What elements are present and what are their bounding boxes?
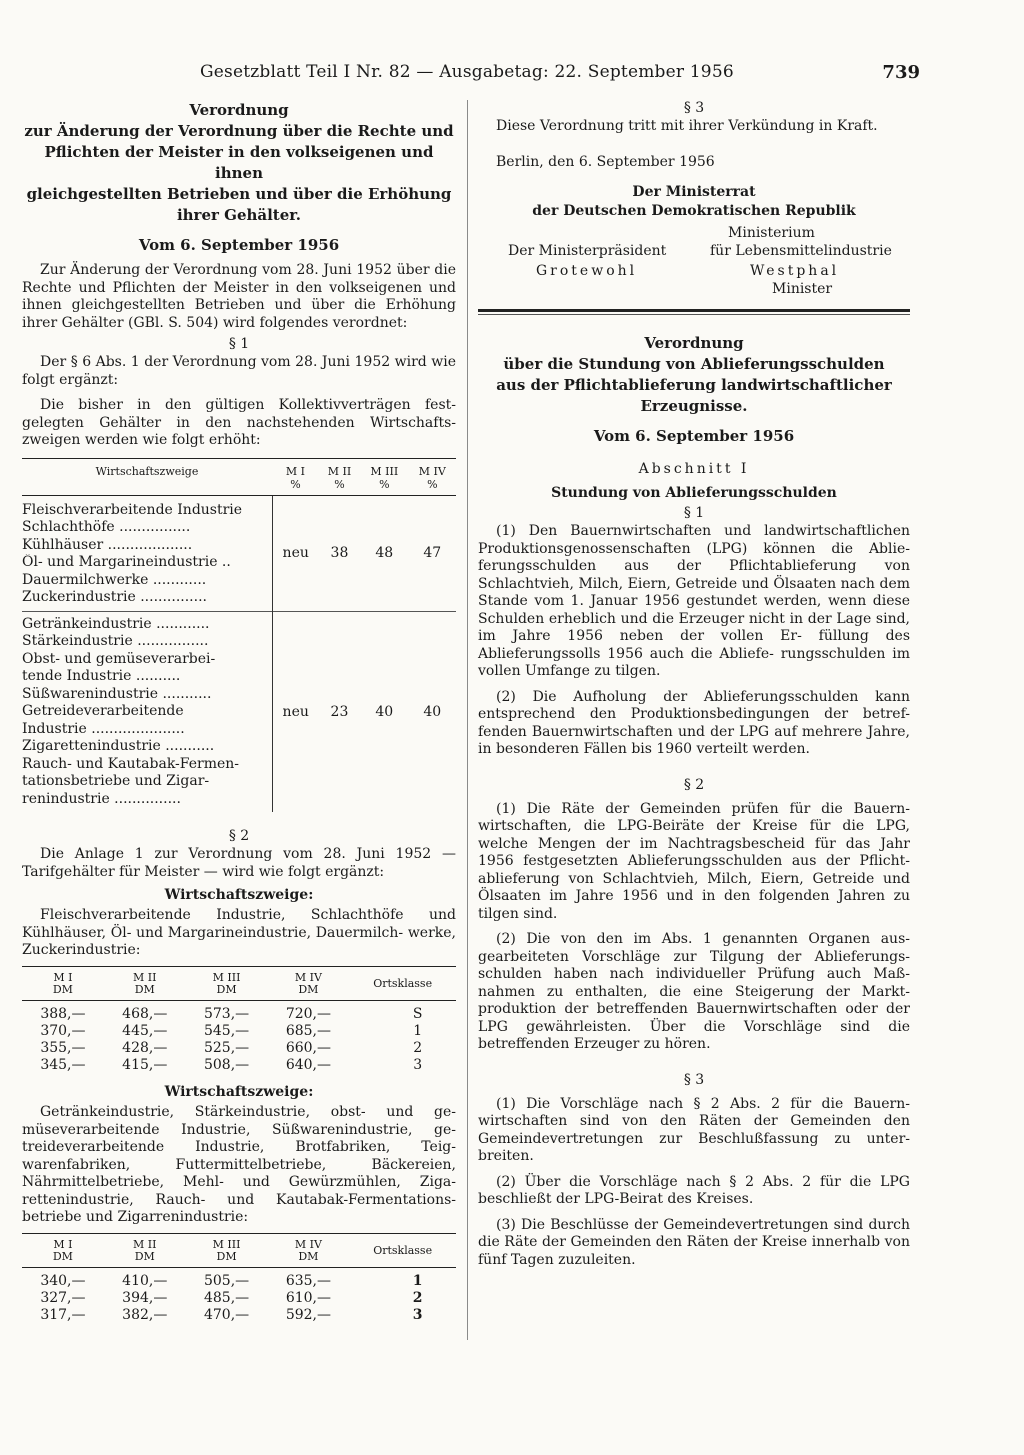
text-line: in der Lage sind, im Jahre 1956 neben der vollen Er- [478, 610, 911, 644]
cell: 1 [412, 1273, 423, 1289]
cell: 382,— [122, 1307, 168, 1323]
text-line: beschließt der LPG-Beirat des Kreises. [478, 1191, 754, 1207]
paragraph-2-1 [478, 801, 910, 924]
text-line: Kühlhäuser, Öl- und Margarineindustrie, Dauermilch- [22, 924, 404, 941]
place-date: Berlin, den 6. September 1956 [496, 153, 715, 170]
text-line: Der Ministerrat [632, 184, 756, 200]
text-line: wenn diese Schulden erheblich und die Erzeuger nicht [478, 593, 910, 627]
branches-list-2 [22, 1104, 456, 1227]
branch-name: Öl- und Margarineindustrie .. [22, 554, 231, 570]
text-line: entsprechend den Produktionsbedingungen der betref- [478, 706, 910, 722]
cell: 370,— [40, 1023, 86, 1039]
cell: 640,— [285, 1057, 331, 1073]
col-header-m4: M IV DM [267, 1233, 349, 1267]
rate-m3: 48 [375, 545, 394, 561]
col-header-m4: M IV % [409, 458, 456, 495]
text-line: Jahren zu tilgen sind. [478, 888, 910, 922]
text-line: produktion der betreffenden Bauernwirtschaften oder [478, 1001, 878, 1017]
title-line: über die Stundung von Ablieferungsschulden [503, 355, 885, 373]
left-column [22, 100, 456, 1324]
rate-increase-table [22, 458, 456, 813]
branch-name: renindustrie ............... [22, 790, 181, 807]
paragraph-1-2 [478, 689, 910, 759]
text-line: müseverarbeitende Industrie, Süßwarenindustrie, ge- [22, 1121, 456, 1138]
title-line: aus der Pflichtablieferung landwirtschaftlicher [496, 376, 892, 394]
salary-table-1 [22, 966, 456, 1075]
title-line: Erzeugnisse. [640, 397, 748, 415]
part-title: Stundung von Ablieferungsschulden [551, 485, 837, 501]
col-header-m4: M IV DM [267, 966, 349, 1000]
col-header-m2: M II DM [104, 966, 186, 1000]
branch-name: Rauch- und Kautabak-Fermen- [22, 755, 240, 772]
title-line: Verordnung [644, 334, 744, 352]
col-header-ortsklasse: Ortsklasse [349, 966, 456, 1000]
section-1-text-2 [22, 397, 456, 450]
branch-name: Fleischverarbeitende Industrie [22, 501, 243, 518]
branch-name: Zuckerindustrie ............... [22, 589, 207, 605]
cell: 445,— [122, 1023, 168, 1039]
table-row [22, 495, 456, 611]
table-row [22, 1023, 456, 1040]
section-1-text [22, 354, 456, 389]
decree-title-2 [478, 333, 910, 417]
text-line: gearbeiteten Vorschläge zur Tilgung der Ablieferungs- [478, 948, 910, 965]
title-line: gleichgestellten Betrieben und über die Erhöhung [26, 185, 452, 203]
cell: S [412, 1006, 423, 1022]
right-column [478, 100, 910, 1269]
title-line: Verordnung [189, 101, 289, 119]
branch-name: Getreideverarbeitende [22, 703, 184, 719]
text-line: Fleischverarbeitende Industrie, Schlachthöfe und [40, 907, 456, 923]
text-line: welche Mengen der im Nachtragsbescheid für das Jahr [478, 835, 910, 852]
separator-rule [478, 309, 910, 312]
cell: 2 [413, 1040, 423, 1056]
text-line: schulden haben nach individueller Prüfung auch Maß- [478, 966, 910, 982]
rate-m2: 23 [319, 611, 360, 812]
rate-m4: 47 [423, 545, 442, 561]
branch-name: tationsbetriebe und Zigar- [22, 773, 210, 789]
salary-table-2 [22, 1233, 456, 1325]
branch-name: Süßwarenindustrie ........... [22, 685, 212, 702]
cell: 505,— [203, 1273, 250, 1289]
section-2-text [22, 846, 456, 881]
text-line: und Ölsaaten im Jahre 1956 und in den folgenden [478, 870, 910, 904]
rate-m3: 40 [360, 611, 409, 812]
table-row [22, 1040, 456, 1057]
text-line: rettenindustrie, Rauch- und Kautabak-Fermentations- [22, 1191, 456, 1208]
table-row [22, 611, 456, 812]
paragraph-3-2 [478, 1174, 910, 1209]
section-2-mark: § 2 [683, 776, 705, 793]
text-line: der Deutschen Demokratischen Republik [532, 203, 856, 219]
col-header-branch: Wirtschaftszweige [22, 458, 272, 495]
cell: 525,— [203, 1040, 250, 1056]
cell: 388,— [40, 1006, 86, 1022]
signer-title-left: Der Ministerpräsident [508, 243, 667, 259]
text-line: zweigen werden wie folgt erhöht: [22, 432, 261, 448]
text-line: (3) Die Beschlüsse der Gemeindevertretungen sind [496, 1216, 864, 1233]
branch-name: Obst- und gemüseverarbei- [22, 650, 216, 667]
cell: 545,— [203, 1023, 250, 1039]
cell: 720,— [285, 1006, 331, 1022]
text-line: wirtschaften, die LPG-Beiräte der Kreise für die LPG, [478, 818, 910, 834]
text-line: 1956 festgesetzten Ablieferungsschulden aus der Pflicht- [478, 853, 910, 869]
decree-title-1 [22, 100, 456, 226]
separator-rule-thin [478, 314, 910, 315]
cell: 592,— [285, 1307, 331, 1323]
section-3-mark: § 3 [683, 100, 705, 116]
branch-name: Getränkeindustrie ............ [22, 615, 210, 632]
cell: 355,— [40, 1040, 86, 1056]
cell: 573,— [203, 1006, 250, 1022]
branch-name: tende Industrie .......... [22, 668, 181, 684]
text-line: fenden Bauernwirtschaften und der LPG auf mehrere [478, 723, 863, 740]
text-line: betreffenden Erzeuger zu hören. [478, 1036, 711, 1052]
signer-title-right: Minister [772, 281, 833, 297]
branch-name: Stärkeindustrie ................ [22, 633, 209, 649]
branch-name: Zigarettenindustrie ........... [22, 738, 215, 754]
paragraph-3-3 [478, 1217, 910, 1270]
text-line: Die Anlage 1 zur Verordnung vom 28. Juni 1952 — [40, 846, 456, 862]
cell: 610,— [285, 1290, 331, 1306]
cell: 468,— [122, 1006, 168, 1022]
part-heading: Abschnitt I [638, 461, 750, 477]
text-line: volkseigenen und ihnen gleichgestellten Betrieben und [22, 279, 456, 313]
title-line: Pflichten der Meister in den volkseigenen und ihnen [44, 143, 434, 182]
table-row [22, 1273, 456, 1290]
text-line: durch die Räte der Gemeinden den Räten der Kreise [478, 1216, 910, 1250]
text-line: Tarifgehälter für Meister — wird wie folgt ergänzt: [22, 863, 385, 880]
col-header-m3: M III DM [186, 966, 268, 1000]
text-line: Kraft. [836, 118, 878, 134]
cell: 327,— [40, 1290, 86, 1306]
branch-name: Industrie ..................... [22, 720, 185, 737]
cell: 3 [413, 1057, 423, 1073]
text-line: warenfabriken, Futtermittelbetriebe, Bäckereien, [22, 1156, 456, 1173]
cell: 428,— [122, 1040, 168, 1056]
section-1-mark: § 1 [228, 336, 250, 352]
council-name [478, 183, 910, 221]
cell: 2 [412, 1290, 423, 1306]
text-line: Schlachtvieh, Milch, Eiern, Getreide und Ölsaaten nach [478, 575, 875, 592]
signature-block [478, 221, 910, 297]
text-line: wirtschaften sind von den Räten der Gemeinden den [478, 1113, 910, 1129]
text-line: ferungsschulden aus der Pflichtablieferung von [478, 558, 910, 574]
text-line: breiten. [478, 1148, 534, 1164]
cell: 685,— [285, 1023, 331, 1039]
branch-name: Schlachthöfe ................ [22, 519, 191, 535]
col-header-m3: M III % [360, 458, 409, 495]
gazette-header-title: Gesetzblatt Teil I Nr. 82 — Ausgabetag: 22. September 1956 [200, 62, 734, 82]
text-line: Der § 6 Abs. 1 der Verordnung vom 28. Juni 1952 [40, 354, 391, 370]
rate-m2: 38 [330, 545, 349, 561]
table-row [22, 1006, 456, 1023]
text-line: dem Stande vom 1. Januar 1956 gestundet werden, [478, 575, 911, 609]
text-line: Zur Änderung der Verordnung vom 28. Juni 1952 [40, 262, 392, 278]
section-3-mark-2: § 3 [683, 1071, 705, 1088]
col-header-m2: M II % [319, 458, 360, 495]
text-line: Nährmittelbetriebe, Mehl- und Gewürzmühlen, Ziga- [22, 1174, 456, 1190]
text-line: Getränkeindustrie, Stärkeindustrie, obst- und ge- [40, 1104, 456, 1120]
page-header [30, 60, 920, 92]
cell: 1 [413, 1023, 423, 1039]
text-line: ablieferung von Schlachtvieh, Milch, Eiern, Getreide [478, 870, 875, 887]
text-line: (1) Die Räte der Gemeinden prüfen für die Bauern- [496, 800, 910, 817]
decree-date-1: Vom 6. September 1956 [138, 236, 340, 254]
rate-m1: neu [272, 611, 319, 812]
paragraph-2-2 [478, 931, 910, 1054]
text-line: folgendes verordnet: [259, 314, 408, 331]
text-line: gelegten Gehälter in den nachstehenden Wirtschafts- [22, 414, 456, 431]
branches-heading-1: Wirtschaftszweige: [164, 887, 314, 903]
decree-date-2: Vom 6. September 1956 [593, 427, 795, 445]
title-line: ihrer Gehälter. [176, 206, 302, 224]
text-line: der LPG gewährleisten. Über die Vorschläge sind die [478, 1001, 910, 1035]
text-line: Gemeindevertretungen zur Beschlußfassung zu unter- [478, 1130, 910, 1147]
branches-list-1 [22, 907, 456, 960]
col-header-m3: M III DM [186, 1233, 268, 1267]
col-header-m1: M I % [272, 458, 319, 495]
table-row [22, 1290, 456, 1307]
cell: 394,— [122, 1290, 168, 1306]
paragraph-1-1 [478, 523, 910, 681]
text-line: füllung des Ablieferungssolls 1956 auch die Abliefe- [478, 628, 911, 662]
paragraph-3-1 [478, 1096, 910, 1166]
text-line: betriebe und Zigarrenindustrie: [22, 1209, 249, 1225]
cell: 415,— [122, 1057, 168, 1073]
ministry-name: für Lebensmittelindustrie [710, 243, 892, 259]
text-line: (2) Die von den im Abs. 1 genannten Organen aus- [496, 931, 910, 947]
text-line: über die Erhöhung ihrer Gehälter (GBl. S. 504) wird [22, 297, 457, 331]
cell: 345,— [40, 1057, 86, 1073]
text-line: treideverarbeitende Industrie, Brotfabriken, Teig- [22, 1139, 456, 1155]
text-line: rungsschulden im vollen Umfange zu tilgen. [478, 645, 911, 679]
cell: 660,— [285, 1040, 331, 1056]
branch-group-1 [22, 495, 272, 611]
branches-heading-2: Wirtschaftszweige: [164, 1084, 314, 1100]
text-line: über die Rechte und Pflichten der Meister in den [22, 262, 456, 296]
text-line: (2) Über die Vorschläge nach § 2 Abs. 2 für die LPG [496, 1173, 910, 1190]
text-line: Die bisher in den gültigen Kollektivverträgen fest- [40, 397, 456, 413]
col-header-m1: M I DM [22, 1233, 104, 1267]
cell: 317,— [40, 1307, 86, 1323]
cell: 340,— [40, 1273, 86, 1289]
text-line: innerhalb von fünf Tagen zuzuleiten. [478, 1234, 910, 1268]
text-line: Diese Verordnung tritt mit ihrer Verkündung in [496, 118, 833, 134]
text-line: wird wie folgt ergänzt: [22, 354, 456, 388]
intro-paragraph [22, 262, 456, 332]
cell: 410,— [122, 1273, 168, 1289]
table-row [22, 1307, 456, 1324]
text-line: nahmen zu enthalten, die eine Steigerung der Markt- [478, 983, 910, 1000]
rate-m1: neu [282, 545, 309, 561]
branch-name: Kühlhäuser ................... [22, 536, 193, 553]
signer-name-right: Westphal [750, 263, 840, 279]
column-divider [467, 100, 468, 1340]
ministry-label: Ministerium [728, 225, 815, 241]
page-number: 739 [882, 62, 920, 83]
col-header-m1: M I DM [22, 966, 104, 1000]
section-2-mark: § 2 [228, 828, 250, 844]
branch-group-2 [22, 611, 272, 812]
cell: 470,— [203, 1307, 250, 1323]
branch-name: Dauermilchwerke ............ [22, 571, 207, 588]
text-line: Produktionsgenossenschaften (LPG) können die Ablie- [478, 540, 910, 557]
text-line: (2) Die Aufholung der Ablieferungsschulden kann [496, 688, 910, 705]
cell: 508,— [203, 1057, 250, 1073]
col-header-m2: M II DM [104, 1233, 186, 1267]
text-line: werke, Zuckerindustrie: [22, 924, 457, 958]
text-line: Jahre, in besonderen Fällen bis 1960 verteilt werden. [478, 723, 910, 757]
table-row [22, 1057, 456, 1074]
cell: 3 [412, 1307, 423, 1323]
text-line: (1) Den Bauernwirtschaften und landwirtschaftlichen [496, 523, 910, 539]
section-1-mark: § 1 [683, 505, 705, 521]
col-header-ortsklasse: Ortsklasse [349, 1233, 456, 1267]
section-3-text [478, 118, 910, 136]
cell: 485,— [203, 1290, 250, 1306]
title-line: zur Änderung der Verordnung über die Rechte und [24, 122, 454, 140]
signer-name-left: Grotewohl [536, 263, 638, 279]
text-line: (1) Die Vorschläge nach § 2 Abs. 2 für die Bauern- [496, 1095, 910, 1112]
rate-m4: 40 [409, 611, 456, 812]
cell: 635,— [285, 1273, 331, 1289]
